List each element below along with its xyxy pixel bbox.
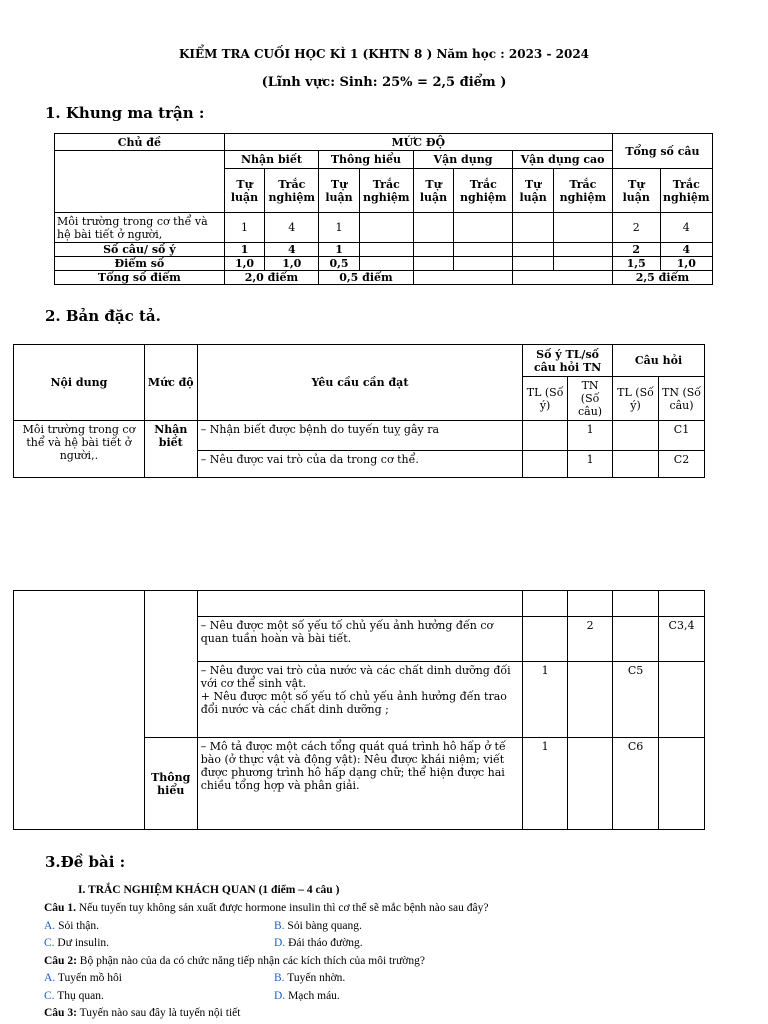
spec-col-req: Yêu cầu cần đạt <box>197 345 522 421</box>
table-cell: 4 <box>265 213 319 243</box>
option-letter: B. <box>274 972 285 984</box>
table-cell: 2 <box>568 617 613 662</box>
spec-req: – Nhận biết được bệnh do tuyến tuỵ gây ra <box>197 421 522 451</box>
option-letter: C. <box>44 937 55 949</box>
table-cell <box>513 213 554 243</box>
spec-sub-tn: TN (Số câu) <box>659 377 705 421</box>
table-cell: 1,0 <box>265 257 319 271</box>
table-cell <box>513 243 554 257</box>
options-row <box>44 988 744 1006</box>
table-cell <box>553 243 612 257</box>
table-cell <box>413 243 454 257</box>
spec-col-question: Câu hỏi <box>613 345 705 377</box>
option[interactable] <box>44 970 274 988</box>
option[interactable] <box>274 918 362 936</box>
matrix-level-vdc: Vận dụng cao <box>513 151 613 169</box>
option-letter: A. <box>44 972 56 984</box>
option-text: Tuyến nhờn. <box>284 972 346 984</box>
spec-col-count: Số ý TL/số câu hỏi TN <box>523 345 613 377</box>
spec-empty-cell <box>613 591 659 617</box>
table-cell: 2 <box>612 213 660 243</box>
table-cell: 1 <box>319 213 360 243</box>
spec-sub-tl: TL (Số ý) <box>613 377 659 421</box>
spec-table-part2 <box>13 590 705 830</box>
options-row <box>44 918 744 936</box>
question-block <box>44 900 744 1023</box>
matrix-level-nb: Nhận biết <box>224 151 319 169</box>
spec-req: – Nêu được một số yếu tố chủ yếu ảnh hưởng đến cơ quan tuần hoàn và bài tiết. <box>197 617 522 662</box>
doc-title: KIỂM TRA CUỐI HỌC KÌ 1 (KHTN 8 ) Năm học : 2023 - 2024 <box>178 47 590 61</box>
matrix-col-topic: Chủ đề <box>55 134 225 151</box>
spec-level-nb: Nhận biết <box>144 421 197 478</box>
option-text: Sỏi bàng quang. <box>284 919 362 932</box>
option[interactable] <box>44 988 274 1006</box>
question-label: Câu 3: <box>44 1007 77 1019</box>
table-cell <box>659 738 705 830</box>
table-cell <box>523 421 568 451</box>
table-cell <box>513 257 554 271</box>
question-text: Nếu tuyến tuy không sản xuất được hormone insulin thì cơ thể sẽ mắc bệnh nào sau đây? <box>75 902 489 914</box>
matrix-sub-tn: Trắc nghiệm <box>454 169 513 213</box>
spec-table-part1 <box>13 344 705 478</box>
table-cell: 2 <box>612 243 660 257</box>
question-3 <box>44 1005 744 1023</box>
question-text: Bộ phận nào của da có chức năng tiếp nhận các kích thích của môi trường? <box>76 954 425 967</box>
section2-heading: 2. Bản đặc tả. <box>45 307 161 325</box>
option[interactable] <box>44 935 274 953</box>
section3-heading: 3.Đề bài : <box>45 853 126 871</box>
options-row <box>44 935 744 953</box>
table-cell: 1 <box>568 421 613 451</box>
question-1 <box>44 900 744 918</box>
matrix-row-topic-label: Môi trường trong cơ thể và hệ bài tiết ở người, <box>55 213 225 243</box>
table-cell: 1 <box>568 451 613 478</box>
question-2 <box>44 953 744 971</box>
matrix-table <box>54 133 713 285</box>
spec-sub-tn: TN (Số câu) <box>568 377 613 421</box>
table-cell <box>553 257 612 271</box>
matrix-sub-tn: Trắc nghiệm <box>359 169 413 213</box>
table-cell: 1,5 <box>612 257 660 271</box>
table-cell: 4 <box>660 213 712 243</box>
option-text: Tuyến mồ hôi <box>55 972 122 984</box>
spec-req <box>197 662 522 738</box>
spec-sub-tl: TL (Số ý) <box>523 377 568 421</box>
table-cell: 1,0 <box>660 257 712 271</box>
option-text: Thụ quan. <box>54 989 104 1002</box>
matrix-sub-tl: Tự luận <box>319 169 360 213</box>
matrix-sub-tn: Trắc nghiệm <box>265 169 319 213</box>
table-cell <box>454 257 513 271</box>
spec-req-line: + Nêu được một số yếu tố chủ yếu ảnh hưởng đến trao đổi nước và các chất dinh dưỡng ; <box>200 690 507 716</box>
option-text: Sỏi thận. <box>55 919 99 932</box>
spec-empty-cell <box>523 591 568 617</box>
question-label: Câu 2: <box>44 954 77 967</box>
table-cell <box>659 662 705 738</box>
table-cell <box>613 451 659 478</box>
option-text: Đái tháo đường. <box>285 937 363 949</box>
option-letter: D. <box>274 989 286 1002</box>
table-cell: 1 <box>319 243 360 257</box>
option-letter: D. <box>274 937 286 949</box>
option[interactable] <box>274 970 345 988</box>
spec-empty-cell <box>14 591 145 830</box>
spec-empty-cell <box>144 591 197 738</box>
option-letter: B. <box>274 919 285 932</box>
matrix-row-count-label: Số câu/ số ý <box>55 243 225 257</box>
table-cell <box>359 243 413 257</box>
matrix-sub-tl: Tự luận <box>513 169 554 213</box>
doc-subtitle: (Lĩnh vực: Sinh: 25% = 2,5 điểm ) <box>261 75 507 90</box>
spec-level-th: Thông hiểu <box>144 738 197 830</box>
table-cell: 2,5 điểm <box>612 271 712 285</box>
table-cell: 1 <box>523 662 568 738</box>
table-cell: C5 <box>613 662 659 738</box>
matrix-col-level: MỨC ĐỘ <box>224 134 612 151</box>
table-cell <box>513 271 613 285</box>
table-cell: C3,4 <box>659 617 705 662</box>
table-cell <box>359 213 413 243</box>
table-cell <box>613 617 659 662</box>
table-cell: 4 <box>660 243 712 257</box>
table-cell: 0,5 <box>319 257 360 271</box>
table-cell: 4 <box>265 243 319 257</box>
option-letter: A. <box>44 919 56 932</box>
option-text: Dư insulin. <box>54 937 110 949</box>
part1-heading: I. TRẮC NGHIỆM KHÁCH QUAN (1 điểm – 4 câu ) <box>78 884 340 896</box>
matrix-level-vd: Vận dụng <box>413 151 513 169</box>
spec-topic: Môi trường trong cơ thể và hệ bài tiết ở người,. <box>14 421 145 478</box>
section1-heading: 1. Khung ma trận : <box>45 104 205 122</box>
table-cell <box>613 421 659 451</box>
table-cell: 1 <box>523 738 568 830</box>
spec-empty-cell <box>659 591 705 617</box>
table-cell <box>523 451 568 478</box>
table-cell <box>454 243 513 257</box>
matrix-sub-tl: Tự luận <box>612 169 660 213</box>
options-row <box>44 970 744 988</box>
spec-col-content: Nội dung <box>14 345 145 421</box>
table-cell: C2 <box>659 451 705 478</box>
table-cell: 1,0 <box>224 257 265 271</box>
option[interactable] <box>44 918 274 936</box>
option-text: Mạch máu. <box>285 989 340 1002</box>
matrix-col-total: Tổng số câu <box>612 134 712 169</box>
spec-empty-cell <box>197 591 522 617</box>
spec-empty-cell <box>568 591 613 617</box>
matrix-sub-tn: Trắc nghiệm <box>660 169 712 213</box>
matrix-empty-cell <box>55 151 225 213</box>
table-cell: 0,5 điểm <box>319 271 414 285</box>
table-cell <box>568 662 613 738</box>
matrix-level-th: Thông hiểu <box>319 151 414 169</box>
option[interactable] <box>274 935 363 953</box>
table-cell: C6 <box>613 738 659 830</box>
matrix-sub-tn: Trắc nghiệm <box>553 169 612 213</box>
spec-col-level: Mức độ <box>144 345 197 421</box>
option-letter: C. <box>44 989 55 1002</box>
matrix-row-total-label: Tổng số điểm <box>55 271 225 285</box>
table-cell: 1 <box>224 243 265 257</box>
table-cell <box>359 257 413 271</box>
question-text: Tuyến nào sau đây là tuyến nội tiết <box>76 1007 241 1019</box>
option[interactable] <box>274 988 340 1006</box>
table-cell: 1 <box>224 213 265 243</box>
spec-req: – Nêu được vai trò của da trong cơ thể. <box>197 451 522 478</box>
table-cell <box>413 213 454 243</box>
table-cell: 2,0 điểm <box>224 271 319 285</box>
spec-req-line: – Nêu được vai trò của nước và các chất dinh dưỡng đối với cơ thể sinh vật. <box>200 664 511 690</box>
spec-req: – Mô tả được một cách tổng quát quá trình hô hấp ở tế bào (ở thực vật và động vật): Nêu được khái niệm; viết được phương trình hô hấp dạng chữ; thể hiện được hai chiều tổng hợp và phân giải. <box>197 738 522 830</box>
table-cell <box>454 213 513 243</box>
table-cell: C1 <box>659 421 705 451</box>
question-label: Câu 1. <box>44 902 76 914</box>
matrix-row-score-label: Điểm số <box>55 257 225 271</box>
table-cell <box>413 257 454 271</box>
table-cell <box>553 213 612 243</box>
table-cell <box>413 271 513 285</box>
matrix-sub-tl: Tự luận <box>224 169 265 213</box>
matrix-sub-tl: Tự luận <box>413 169 454 213</box>
table-cell <box>568 738 613 830</box>
table-cell <box>523 617 568 662</box>
